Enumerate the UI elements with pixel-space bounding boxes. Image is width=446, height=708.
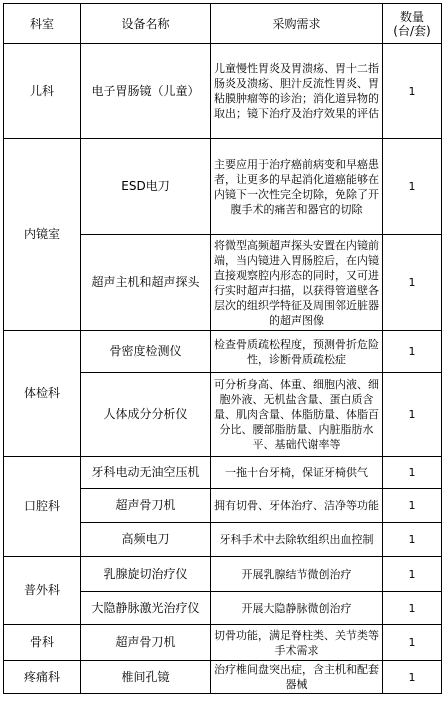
table-row	[4, 625, 442, 661]
dept-cell: 口腔科	[4, 457, 81, 557]
header-requirement: 采购需求	[211, 4, 383, 44]
requirement-cell: 拥有切骨、牙体治疗、洁净等功能	[211, 489, 383, 523]
requirement-cell: 可分析身高、体重、细胞内液、细胞外液、无机盐含量、蛋白质含量、肌肉含量、体脂肪量、体脂百分比、腰部脂肪量、内脏脂肪水平、基础代谢率等	[211, 373, 383, 457]
device-cell: 骨密度检测仪	[81, 331, 211, 373]
requirement-cell: 开展大隐静脉微创治疗	[211, 592, 383, 625]
device-cell: 椎间孔镜	[81, 661, 211, 694]
equipment-table	[3, 3, 442, 694]
quantity-cell: 1	[383, 457, 442, 489]
requirement-cell: 儿童慢性胃炎及胃溃疡、胃十二指肠炎及溃疡、胆汁反流性胃炎、胃粘膜肿瘤等的诊治；消化道异物的取出；镜下治疗及治疗效果的评估	[211, 44, 383, 139]
table-row	[4, 139, 442, 235]
requirement-cell: 检查骨质疏松程度，预测骨折危险性，诊断骨质疏松症	[211, 331, 383, 373]
dept-cell: 骨科	[4, 625, 81, 661]
device-cell: 牙科电动无油空压机	[81, 457, 211, 489]
quantity-cell: 1	[383, 489, 442, 523]
dept-cell: 儿科	[4, 44, 81, 139]
device-cell: 超声骨刀机	[81, 625, 211, 661]
quantity-cell: 1	[383, 592, 442, 625]
header-device: 设备名称	[81, 4, 211, 44]
quantity-cell: 1	[383, 331, 442, 373]
device-cell: ESD电刀	[81, 139, 211, 235]
quantity-cell: 1	[383, 523, 442, 557]
header-row	[4, 4, 442, 44]
header-dept: 科室	[4, 4, 81, 44]
requirement-cell: 将微型高频超声探头安置在内镜前端，当内镜进入胃肠腔后，在内镜直接观察腔内形态的同时，又可进行实时超声扫描，以获得管道壁各层次的组织学特征及周围邻近脏器的超声图像	[211, 235, 383, 331]
header-quantity: 数量 (台/套)	[383, 4, 442, 44]
device-cell: 大隐静脉激光治疗仪	[81, 592, 211, 625]
requirement-cell: 治疗椎间盘突出症，含主机和配套器械	[211, 661, 383, 694]
table-row	[4, 557, 442, 592]
dept-cell: 疼痛科	[4, 661, 81, 694]
quantity-cell: 1	[383, 139, 442, 235]
quantity-cell: 1	[383, 661, 442, 694]
dept-cell: 体检科	[4, 331, 81, 457]
quantity-cell: 1	[383, 625, 442, 661]
requirement-cell: 切骨功能，满足脊柱类、关节类等手术需求	[211, 625, 383, 661]
quantity-cell: 1	[383, 373, 442, 457]
dept-cell: 内镜室	[4, 139, 81, 331]
table-row	[4, 661, 442, 694]
quantity-cell: 1	[383, 44, 442, 139]
table-row	[4, 331, 442, 373]
requirement-cell: 一拖十台牙椅，保证牙椅供气	[211, 457, 383, 489]
device-cell: 高频电刀	[81, 523, 211, 557]
quantity-cell: 1	[383, 557, 442, 592]
device-cell: 超声主机和超声探头	[81, 235, 211, 331]
requirement-cell: 开展乳腺结节微创治疗	[211, 557, 383, 592]
table-row	[4, 457, 442, 489]
device-cell: 人体成分分析仪	[81, 373, 211, 457]
requirement-cell: 牙科手术中去除软组织出血控制	[211, 523, 383, 557]
quantity-cell: 1	[383, 235, 442, 331]
requirement-cell: 主要应用于治疗癌前病变和早癌患者，让更多的早起消化道癌能够在内镜下一次性完全切除，免除了开腹手术的痛苦和器官的切除	[211, 139, 383, 235]
device-cell: 乳腺旋切治疗仪	[81, 557, 211, 592]
table-row	[4, 44, 442, 139]
device-cell: 超声骨刀机	[81, 489, 211, 523]
device-cell: 电子胃肠镜（儿童）	[81, 44, 211, 139]
dept-cell: 普外科	[4, 557, 81, 625]
